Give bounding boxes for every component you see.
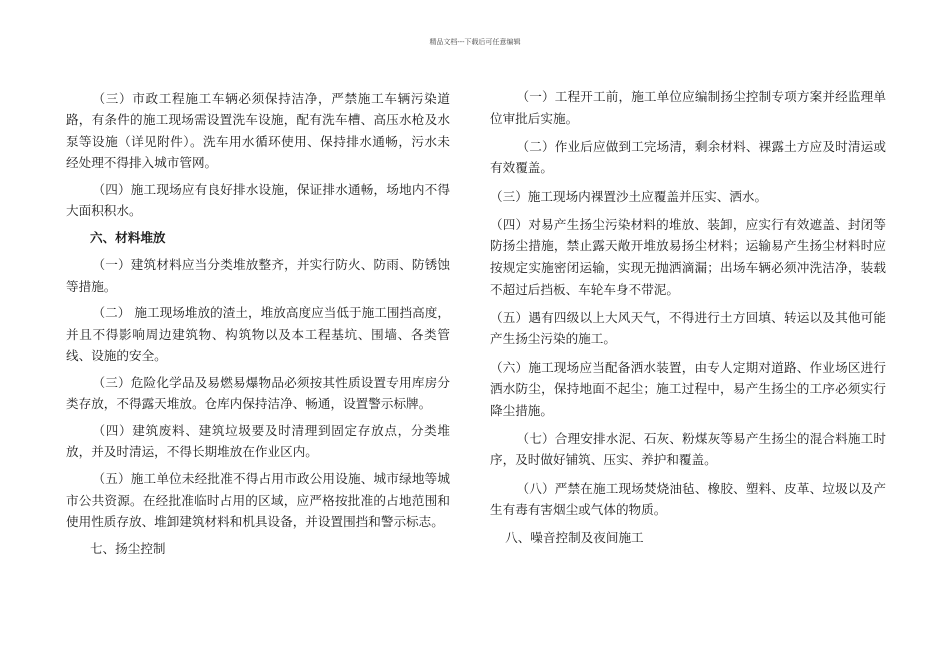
paragraph: （二） 施工现场堆放的渣土，堆放高度应当低于施工围挡高度，并且不得影响周边建筑物、构筑物以及本工程基坑、围墙、各类管线、设施的安全。 xyxy=(66,305,450,364)
paragraph: （七）合理安排水泥、石灰、粉煤灰等易产生扬尘的混合料施工时序，及时做好铺筑、压实、养护和覆盖。 xyxy=(490,430,886,468)
page-header: 精品文档---下载后可任意编辑 xyxy=(429,38,521,46)
section-heading: 七、扬尘控制 xyxy=(89,540,166,556)
paragraph: （二）作业后应做到工完场清，剩余材料、裸露土方应及时清运或有效覆盖。 xyxy=(490,138,886,176)
paragraph: （四）建筑废料、建筑垃圾要及时清理到固定存放点，分类堆放，并及时清运，不得长期堆放在作业区内。 xyxy=(66,423,450,460)
paragraph: （三）市政工程施工车辆必须保持洁净，严禁施工车辆污染道路，有条件的施工现场需设置洗车设施，配有洗车槽、高压水枪及水泵等设施（详见附件）。洗车用水循环使用、保持排水通畅，污水未经处理不得排入城市管网。 xyxy=(66,91,450,170)
paragraph: （五）施工单位未经批准不得占用市政公用设施、城市绿地等城市公共资源。在经批准临时占用的区域，应严格按批准的占地范围和使用性质存放、堆卸建筑材料和机具设备，并设置围挡和警示标志。 xyxy=(66,471,450,529)
section-heading: 八、噪音控制及夜间施工 xyxy=(505,530,644,546)
paragraph: （三）施工现场内裸置沙土应覆盖并压实、洒水。 xyxy=(490,188,768,204)
section-heading: 六、材料堆放 xyxy=(89,229,166,245)
paragraph: （五）遇有四级以上大风天气，不得进行土方回填、转运以及其他可能产生扬尘污染的施工。 xyxy=(490,309,886,347)
paragraph: （六）施工现场应当配备洒水装置，由专人定期对道路、作业场区进行洒水防尘，保持地面不起尘；施工过程中，易产生扬尘的工序必须实行降尘措施。 xyxy=(490,359,886,418)
paragraph: （三）危险化学品及易燃易爆物品必须按其性质设置专用库房分类存放，不得露天堆放。仓库内保持洁净、畅通，设置警示标牌。 xyxy=(66,374,450,412)
right-column xyxy=(490,86,886,555)
paragraph: （一）工程开工前，施工单位应编制扬尘控制专项方案并经监理单位审批后实施。 xyxy=(490,89,886,126)
left-column xyxy=(66,88,450,565)
paragraph: （八）严禁在施工现场焚烧油毡、橡胶、塑料、皮革、垃圾以及产生有毒有害烟尘或气体的物质。 xyxy=(490,480,886,518)
paragraph: （四）对易产生扬尘污染材料的堆放、装卸，应实行有效遮盖、封闭等防扬尘措施，禁止露天敞开堆放易扬尘材料；运输易产生扬尘材料时应按规定实施密闭运输，实现无抛洒滴漏；出场车辆必须冲洗洁净，装载不超过后挡板、车轮车身不带泥。 xyxy=(490,216,886,297)
paragraph: （一）建筑材料应当分类堆放整齐，并实行防火、防雨、防锈蚀等措施。 xyxy=(66,257,450,294)
paragraph: （四）施工现场应有良好排水设施，保证排水通畅，场地内不得大面积积水。 xyxy=(66,181,450,219)
